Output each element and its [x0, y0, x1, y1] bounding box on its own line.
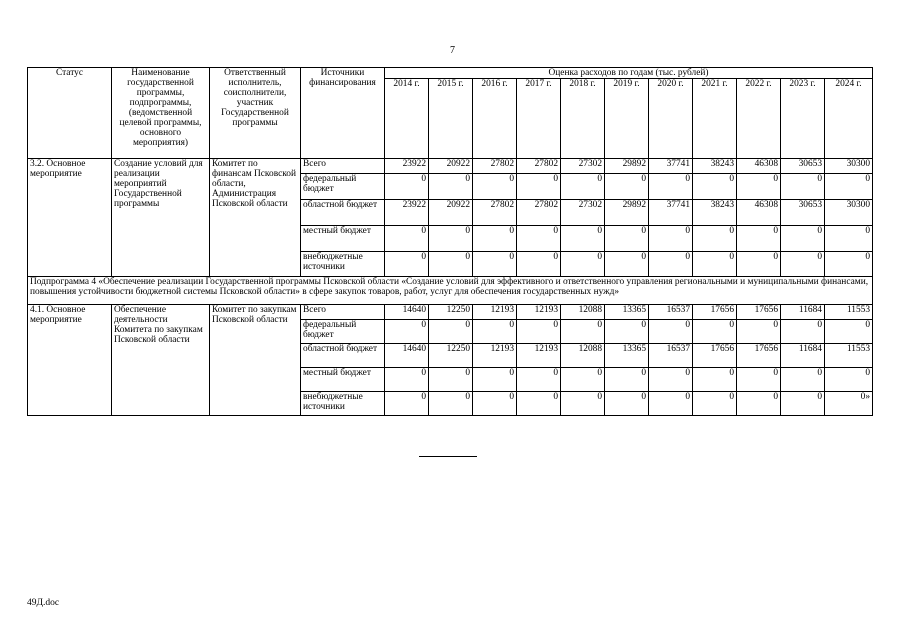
value-cell: 0	[429, 226, 473, 252]
page-number: 7	[450, 45, 455, 56]
value-cell: 0	[385, 226, 429, 252]
value-cell: 0	[385, 368, 429, 392]
value-cell: 0	[825, 320, 873, 344]
funding-source: внебюджетные источники	[301, 252, 385, 277]
year-header: 2022 г.	[737, 79, 781, 159]
value-cell: 30653	[781, 200, 825, 226]
value-cell: 17656	[737, 344, 781, 368]
value-cell: 0	[473, 392, 517, 416]
header-program-name: Наименование государственной программы, подпрограммы, (ведомственной целевой программы, основного мероприятия)	[112, 68, 210, 159]
value-cell: 0»	[825, 392, 873, 416]
header-expense-estimate: Оценка расходов по годам (тыс. рублей)	[385, 68, 873, 79]
value-cell: 0	[781, 368, 825, 392]
value-cell: 27802	[473, 159, 517, 174]
value-cell: 46308	[737, 200, 781, 226]
value-cell: 11684	[781, 305, 825, 320]
value-cell: 0	[737, 392, 781, 416]
funding-source: Всего	[301, 159, 385, 174]
funding-source: федеральный бюджет	[301, 174, 385, 200]
value-cell: 0	[825, 226, 873, 252]
year-header: 2014 г.	[385, 79, 429, 159]
value-cell: 12088	[561, 305, 605, 320]
table-row	[28, 305, 873, 320]
value-cell: 27802	[517, 159, 561, 174]
value-cell: 0	[649, 320, 693, 344]
value-cell: 17656	[693, 305, 737, 320]
value-cell: 0	[429, 368, 473, 392]
value-cell: 0	[825, 174, 873, 200]
value-cell: 14640	[385, 344, 429, 368]
value-cell: 0	[781, 252, 825, 277]
year-header: 2015 г.	[429, 79, 473, 159]
value-cell: 37741	[649, 200, 693, 226]
value-cell: 0	[605, 226, 649, 252]
value-cell: 12193	[517, 305, 561, 320]
value-cell: 0	[517, 392, 561, 416]
value-cell: 12193	[473, 344, 517, 368]
value-cell: 0	[605, 368, 649, 392]
value-cell: 13365	[605, 305, 649, 320]
value-cell: 0	[473, 320, 517, 344]
value-cell: 20922	[429, 159, 473, 174]
activity-responsible: Комитет по финансам Псковской области, Администрация Псковской области	[210, 159, 301, 277]
value-cell: 0	[517, 320, 561, 344]
value-cell: 30300	[825, 159, 873, 174]
header-status: Статус	[28, 68, 112, 159]
value-cell: 12193	[473, 305, 517, 320]
value-cell: 0	[561, 320, 605, 344]
activity-status: 4.1. Основное мероприятие	[28, 305, 112, 416]
year-header: 2016 г.	[473, 79, 517, 159]
value-cell: 27302	[561, 159, 605, 174]
value-cell: 0	[693, 252, 737, 277]
value-cell: 11684	[781, 344, 825, 368]
value-cell: 12250	[429, 344, 473, 368]
table-row	[28, 277, 873, 305]
value-cell: 0	[561, 392, 605, 416]
end-divider-line	[419, 456, 477, 457]
value-cell: 0	[693, 368, 737, 392]
value-cell: 27802	[517, 200, 561, 226]
activity-status: 3.2. Основное мероприятие	[28, 159, 112, 277]
value-cell: 23922	[385, 159, 429, 174]
value-cell: 0	[473, 226, 517, 252]
funding-source: Всего	[301, 305, 385, 320]
activity-name: Обеспечение деятельности Комитета по закупкам Псковской области	[112, 305, 210, 416]
value-cell: 0	[825, 368, 873, 392]
value-cell: 12088	[561, 344, 605, 368]
value-cell: 0	[649, 368, 693, 392]
funding-source: местный бюджет	[301, 226, 385, 252]
funding-source: внебюджетные источники	[301, 392, 385, 416]
value-cell: 0	[737, 226, 781, 252]
value-cell: 0	[517, 252, 561, 277]
value-cell: 12250	[429, 305, 473, 320]
value-cell: 38243	[693, 200, 737, 226]
value-cell: 16537	[649, 305, 693, 320]
value-cell: 38243	[693, 159, 737, 174]
value-cell: 0	[737, 368, 781, 392]
value-cell: 11553	[825, 344, 873, 368]
value-cell: 0	[561, 252, 605, 277]
funding-source: местный бюджет	[301, 368, 385, 392]
value-cell: 0	[649, 392, 693, 416]
value-cell: 0	[605, 174, 649, 200]
value-cell: 29892	[605, 200, 649, 226]
value-cell: 27802	[473, 200, 517, 226]
value-cell: 0	[385, 174, 429, 200]
funding-source: областной бюджет	[301, 344, 385, 368]
value-cell: 0	[517, 226, 561, 252]
value-cell: 23922	[385, 200, 429, 226]
value-cell: 30300	[825, 200, 873, 226]
value-cell: 17656	[693, 344, 737, 368]
funding-source: федеральный бюджет	[301, 320, 385, 344]
value-cell: 0	[693, 320, 737, 344]
value-cell: 0	[561, 368, 605, 392]
subprogram-title: Подпрограмма 4 «Обеспечение реализации Государственной программы Псковской области «Создание условий для эффективного и ответственного управления региональными и муниципальными финансами, повышения устойчивости бюджетной системы Псковской области» в сфере закупок товаров, работ, услуг для обеспечения государственных нужд»	[28, 277, 873, 305]
year-header: 2020 г.	[649, 79, 693, 159]
value-cell: 37741	[649, 159, 693, 174]
value-cell: 16537	[649, 344, 693, 368]
value-cell: 11553	[825, 305, 873, 320]
year-header: 2024 г.	[825, 79, 873, 159]
value-cell: 0	[781, 226, 825, 252]
value-cell: 0	[605, 252, 649, 277]
value-cell: 0	[385, 252, 429, 277]
year-header: 2018 г.	[561, 79, 605, 159]
value-cell: 0	[605, 392, 649, 416]
value-cell: 12193	[517, 344, 561, 368]
value-cell: 0	[649, 226, 693, 252]
value-cell: 46308	[737, 159, 781, 174]
expenses-table	[27, 67, 873, 416]
value-cell: 27302	[561, 200, 605, 226]
value-cell: 0	[693, 392, 737, 416]
value-cell: 0	[517, 174, 561, 200]
year-header: 2019 г.	[605, 79, 649, 159]
header-responsible: Ответственный исполнитель, соисполнители, участник Государственной программы	[210, 68, 301, 159]
value-cell: 0	[649, 252, 693, 277]
value-cell: 17656	[737, 305, 781, 320]
value-cell: 0	[385, 392, 429, 416]
table-row	[28, 159, 873, 174]
header-funding-sources: Источники финансирования	[301, 68, 385, 159]
value-cell: 0	[385, 320, 429, 344]
value-cell: 0	[429, 320, 473, 344]
value-cell: 0	[693, 226, 737, 252]
value-cell: 0	[825, 252, 873, 277]
value-cell: 0	[649, 174, 693, 200]
value-cell: 30653	[781, 159, 825, 174]
activity-responsible: Комитет по закупкам Псковской области	[210, 305, 301, 416]
value-cell: 0	[781, 174, 825, 200]
value-cell: 0	[517, 368, 561, 392]
value-cell: 13365	[605, 344, 649, 368]
value-cell: 0	[781, 320, 825, 344]
value-cell: 0	[737, 174, 781, 200]
value-cell: 0	[737, 320, 781, 344]
value-cell: 0	[429, 252, 473, 277]
value-cell: 0	[605, 320, 649, 344]
value-cell: 14640	[385, 305, 429, 320]
value-cell: 0	[429, 392, 473, 416]
year-header: 2023 г.	[781, 79, 825, 159]
value-cell: 0	[561, 226, 605, 252]
file-name-footer: 49Д.doc	[27, 598, 60, 608]
value-cell: 0	[561, 174, 605, 200]
activity-name: Создание условий для реализации мероприятий Государственной программы	[112, 159, 210, 277]
value-cell: 0	[429, 174, 473, 200]
value-cell: 0	[693, 174, 737, 200]
value-cell: 0	[737, 252, 781, 277]
value-cell: 0	[473, 368, 517, 392]
value-cell: 0	[473, 174, 517, 200]
year-header: 2017 г.	[517, 79, 561, 159]
year-header: 2021 г.	[693, 79, 737, 159]
value-cell: 0	[473, 252, 517, 277]
funding-source: областной бюджет	[301, 200, 385, 226]
value-cell: 20922	[429, 200, 473, 226]
value-cell: 0	[781, 392, 825, 416]
value-cell: 29892	[605, 159, 649, 174]
